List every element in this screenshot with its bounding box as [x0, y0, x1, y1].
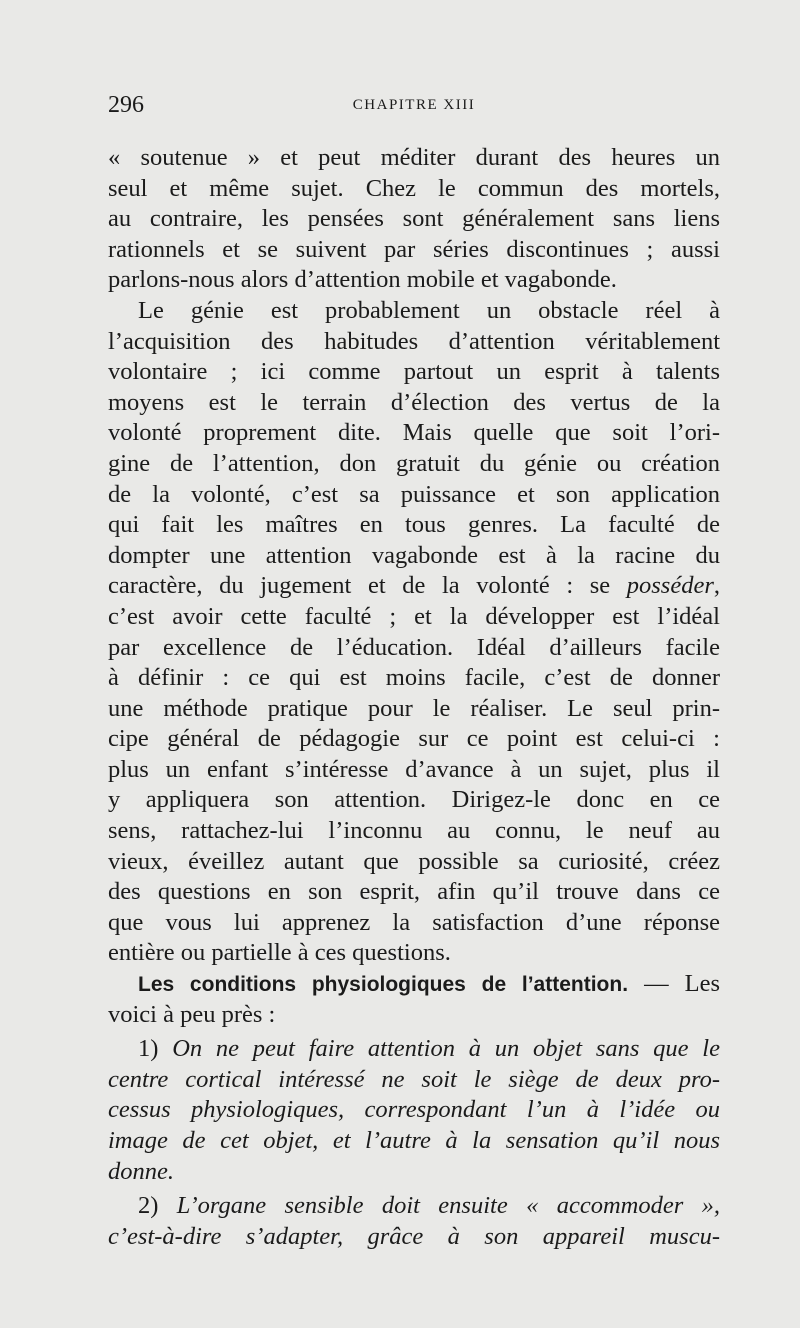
page-number: 296: [108, 92, 144, 118]
page-body: [108, 143, 720, 1252]
text-line: par excellence de l’éducation. Idéal d’ailleurs facile: [108, 633, 720, 661]
text-line: de la volonté, c’est sa puissance et son application: [108, 480, 720, 508]
paragraph-2: [108, 296, 720, 969]
text-line: une méthode pratique pour le réaliser. Le seul prin-: [108, 694, 720, 722]
text-line: des questions en son esprit, afin qu’il trouve dans ce: [108, 878, 720, 906]
text-line: image de cet objet, et l’autre à la sensation qu’il nous: [108, 1127, 720, 1154]
paragraph-1: [108, 143, 720, 296]
text-line: rationnels et se suivent par séries discontinues ; aussi: [108, 235, 720, 263]
text-line: gine de l’attention, don gratuit du génie ou création: [108, 449, 720, 477]
text-run: ,: [713, 572, 720, 600]
italic-word: posséder: [626, 572, 714, 600]
list-item-2: [108, 1191, 720, 1252]
text-line: dompter une attention vagabonde est à la racine du: [108, 541, 720, 569]
text-line: centre cortical intéressé ne soit le siège de deux pro-: [108, 1065, 720, 1093]
text-run: caractère, du jugement et de la volonté : se: [108, 572, 627, 600]
text-line: Le génie est probablement un obstacle réel à: [138, 296, 720, 324]
text-line: à définir : ce qui est moins facile, c’est de donner: [108, 664, 720, 692]
item-number: 1): [138, 1035, 173, 1063]
text-run: L’organe sensible doit ensuite « accommoder »,: [176, 1192, 720, 1220]
text-line: « soutenue » et peut méditer durant des heures un: [108, 144, 720, 171]
text-line: plus un enfant s’intéresse d’avance à un sujet, plus il: [108, 755, 720, 783]
text-line: que vous lui apprenez la satisfaction d’une réponse: [108, 908, 720, 936]
text-line: vieux, éveillez autant que possible sa curiosité, créez: [108, 847, 720, 875]
text-line: y appliquera son attention. Dirigez-le donc en ce: [108, 786, 720, 814]
text-line: seul et même sujet. Chez le commun des mortels,: [108, 174, 720, 202]
text-line: cipe général de pédagogie sur ce point est celui-ci :: [108, 725, 720, 753]
text-line: cessus physiologiques, correspondant l’un à l’idée ou: [108, 1096, 720, 1124]
text-line: au contraire, les pensées sont généralement sans liens: [108, 205, 720, 233]
text-line: [108, 1034, 720, 1065]
text-line: c’est-à-dire s’adapter, grâce à son appareil muscu-: [108, 1222, 720, 1250]
text-line: volontaire ; ici comme partout un esprit à talents: [108, 358, 720, 386]
section-conditions: [108, 969, 720, 1030]
text-line: donne.: [108, 1157, 174, 1185]
text-line: volonté proprement dite. Mais quelle que soit l’ori-: [108, 419, 720, 447]
section-heading-line: [108, 969, 720, 1000]
item-number: 2): [138, 1192, 177, 1220]
text-line: sens, rattachez-lui l’inconnu au connu, le neuf au: [108, 817, 720, 845]
list-item-1: [108, 1034, 720, 1187]
section-heading: Les conditions physiologiques de l’attention.: [138, 973, 629, 997]
text-line: l’acquisition des habitudes d’attention véritablement: [108, 327, 720, 355]
text-run: On ne peut faire attention à un objet sans que le: [172, 1035, 720, 1063]
text-line: parlons-nous alors d’attention mobile et vagabonde.: [108, 266, 617, 294]
text-run: — Les: [628, 970, 720, 998]
text-line: qui fait les maîtres en tous genres. La faculté de: [108, 511, 720, 539]
chapter-title: CHAPITRE XIII: [352, 97, 476, 113]
text-line: [108, 571, 720, 602]
text-line: [108, 1191, 720, 1222]
text-line: entière ou partielle à ces questions.: [108, 939, 451, 967]
text-line: voici à peu près :: [108, 1000, 276, 1028]
text-line: moyens est le terrain d’élection des vertus de la: [108, 388, 720, 416]
running-header: [108, 92, 720, 122]
text-line: c’est avoir cette faculté ; et la développer est l’idéal: [108, 602, 720, 630]
